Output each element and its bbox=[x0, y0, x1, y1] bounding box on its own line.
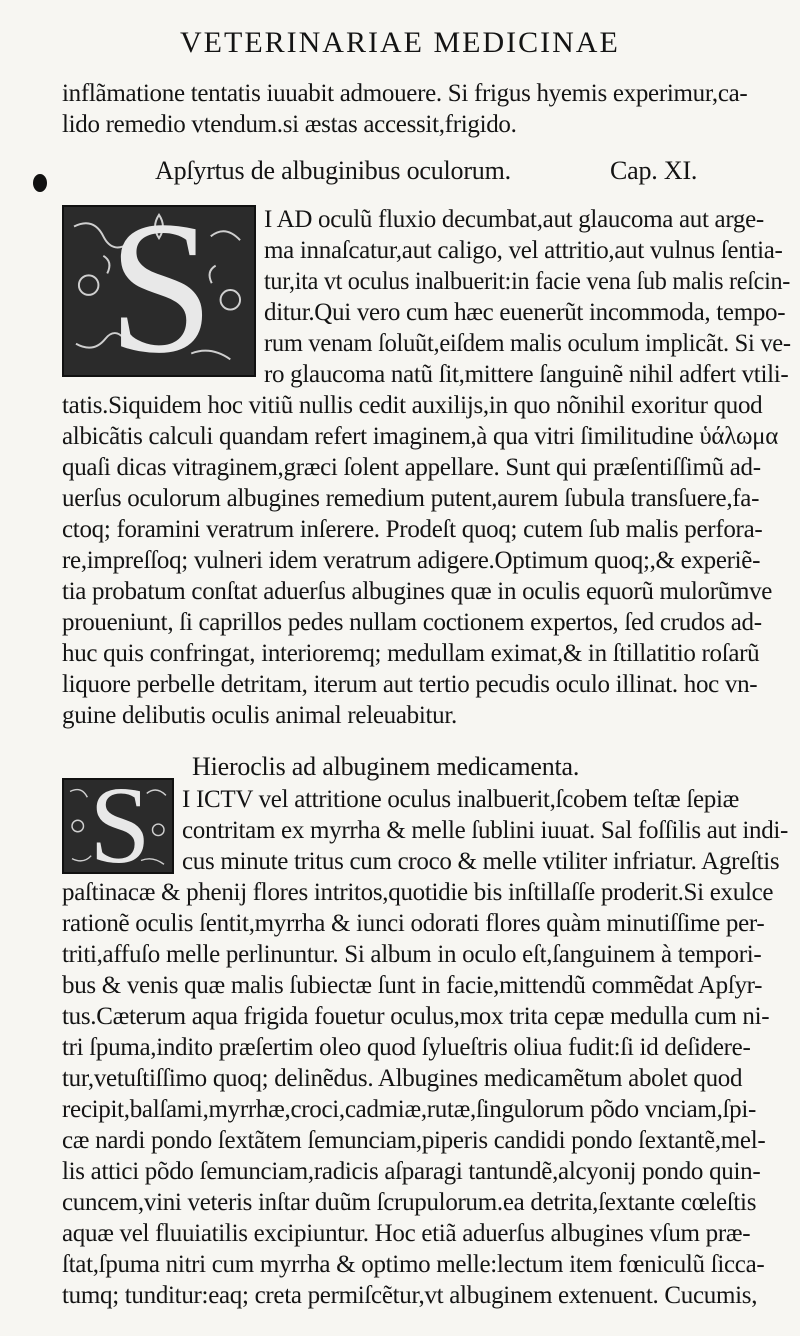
text-line: albicãtis calculi quandam refert imaginem,à qua vitri ſimilitudine ὑάλωμα bbox=[62, 423, 779, 450]
text-line: ma innaſcatur,aut caligo, vel attritio,aut vulnus ſentia- bbox=[264, 237, 783, 264]
decorated-initial bbox=[62, 205, 256, 377]
text-line: quaſi dicas vitraginem,græci ſolent appellare. Sunt qui præſentiſſimũ ad- bbox=[62, 454, 761, 481]
text-line: tur,vetuſtiſſimo quoq; delinẽdus. Albugines medicamẽtum abolet quod bbox=[62, 1065, 743, 1092]
text-line: tur,ita vt oculus inalbuerit:in facie vena ſub malis reſcin- bbox=[264, 268, 791, 295]
text-line: contritam ex myrrha & melle ſublini iuuat. Sal foſſilis aut indi- bbox=[182, 817, 789, 844]
ink-blot bbox=[33, 174, 47, 192]
chapter-number: Cap. XI. bbox=[610, 156, 698, 185]
text-line: cæ nardi pondo ſextãtem ſemunciam,piperis candidi pondo ſextantẽ,mel- bbox=[62, 1127, 766, 1154]
decorated-initial bbox=[62, 778, 174, 874]
text-line: tia probatum conſtat aduerſus albugines quæ in oculis equorũ mulorũmve bbox=[62, 578, 773, 605]
text-line: ditur.Qui vero cum hæc euenerũt incommoda, tempo- bbox=[264, 299, 786, 326]
text-line: re,impreſſoq; vulneri idem veratrum adigere.Optimum quoq;,& experiẽ- bbox=[62, 547, 761, 574]
text-line: huc quis confringat, interioremq; medullam eximat,& in ſtillatitio roſarũ bbox=[62, 640, 760, 667]
text-line: tus.Cæterum aqua frigida fouetur oculus,mox trita cepæ medulla cum ni- bbox=[62, 1003, 770, 1030]
text-line: tri ſpuma,indito præſertim oleo quod ſylueſtris oliua fudit:ſi id deſidere- bbox=[62, 1034, 751, 1061]
text-line: inflãmatione tentatis iuuabit admouere. Si frigus hyemis experimur,ca- bbox=[62, 80, 748, 107]
section-title: Hieroclis ad albuginem medicamenta. bbox=[192, 752, 580, 781]
text-line: rationẽ oculis ſentit,myrrha & iunci odorati flores quàm minutiſſime per- bbox=[62, 910, 765, 937]
text-line: cuncem,vini veteris inſtar duũm ſcrupulorum.ea detrita,ſextante cœleſtis bbox=[62, 1189, 757, 1216]
text-line: recipit,balſami,myrrhæ,croci,cadmiæ,rutæ,ſingulorum põdo vnciam,ſpi- bbox=[62, 1096, 757, 1123]
text-line: guine delibutis oculis animal releuabitur. bbox=[62, 702, 457, 729]
running-title: VETERINARIAE MEDICINAE bbox=[180, 26, 620, 59]
text-line: tatis.Siquidem hoc vitiũ nullis cedit auxilijs,in quo nõnihil exoritur quod bbox=[62, 392, 763, 419]
initial-letter: S bbox=[89, 778, 151, 874]
text-line: ctoq; foramini veratrum inſerere. Prodeſt quoq; cutem ſub malis perfora- bbox=[62, 516, 763, 543]
text-line: aquæ vel fluuiatilis excipiuntur. Hoc etiã aduerſus albugines vſum præ- bbox=[62, 1220, 751, 1247]
initial-letter: S bbox=[108, 205, 214, 377]
text-line: lis attici põdo ſemunciam,radicis aſparagi tantundẽ,alcyonij pondo quin- bbox=[62, 1158, 761, 1185]
text-line: liquore perbelle detritam, iterum aut tertio pecudis oculo illinat. hoc vn- bbox=[62, 671, 758, 698]
text-line: lido remedio vtendum.si æstas accessit,frigido. bbox=[62, 111, 517, 138]
text-line: triti,affuſo melle perlinuntur. Si album in oculo eſt,ſanguinem à tempori- bbox=[62, 941, 762, 968]
text-line: proueniunt, ſi caprillos pedes nullam coctionem expertos, ſed crudos ad- bbox=[62, 609, 762, 636]
text-line: I AD oculũ fluxio decumbat,aut glaucoma aut arge- bbox=[264, 206, 764, 233]
text-line: ſtat,ſpuma nitri cum myrrha & optimo melle:lectum item fœniculũ ſicca- bbox=[62, 1251, 765, 1278]
text-line: I ICTV vel attritione oculus inalbuerit,ſcobem teſtæ ſepiæ bbox=[182, 786, 740, 813]
text-line: rum venam ſoluũt,eiſdem malis oculum implicãt. Si ve- bbox=[264, 330, 791, 357]
text-line: cus minute tritus cum croco & melle vtiliter infriatur. Agreſtis bbox=[182, 848, 780, 875]
text-line: tumq; tunditur:eaq; creta permiſcẽtur,vt albuginem extenuent. Cucumis, bbox=[62, 1282, 758, 1309]
section-title: Apſyrtus de albuginibus oculorum. bbox=[155, 156, 511, 185]
text-line: paſtinacæ & phenij flores intritos,quotidie bis inſtillaſſe proderit.Si exulce bbox=[62, 879, 774, 906]
text-line: uerſus oculorum albugines remedium putent,aurem ſubula transſuere,fa- bbox=[62, 485, 760, 512]
text-line: ro glaucoma natũ ſit,mittere ſanguinẽ nihil adfert vtili- bbox=[264, 361, 789, 388]
text-line: bus & venis quæ malis ſubiectæ ſunt in facie,mittendũ commẽdat Apſyr- bbox=[62, 972, 763, 999]
